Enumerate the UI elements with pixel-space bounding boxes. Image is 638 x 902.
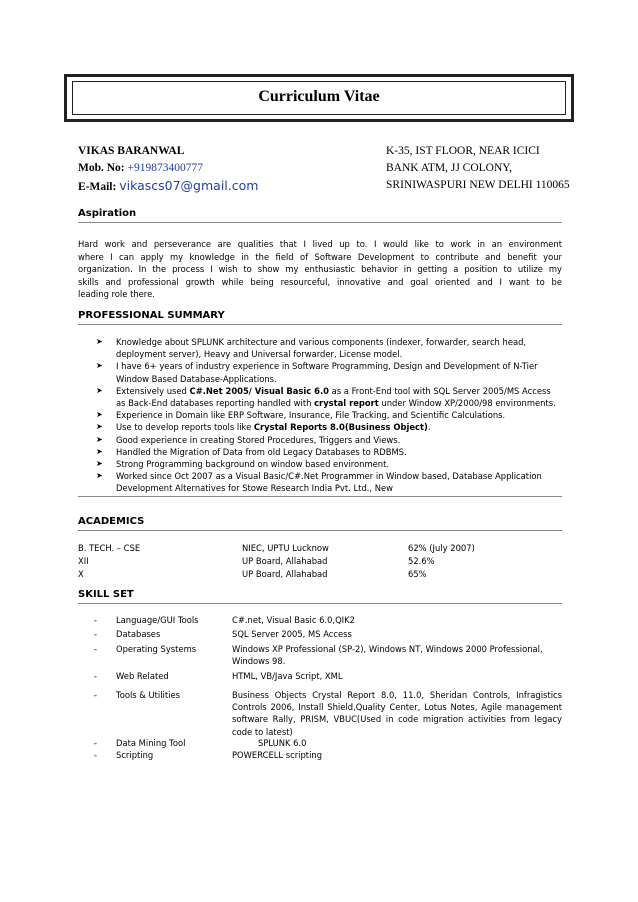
aspiration-line: leading role there. [78,289,155,300]
skill-dash: - [94,644,98,654]
table-row [78,568,562,581]
candidate-name: VIKAS BARANWAL [78,145,185,157]
institute-cell: UP Board, Allahabad [242,556,328,566]
skill-label: Tools & Utilities [116,690,181,700]
arrow-bullet-icon: ➤ [96,434,103,444]
skill-row [94,628,562,643]
aspiration-line: organization. In the process I wish to show my enthusiastic behavior in getting a position to utilize my [78,264,562,275]
mobile-value: +919873400777 [127,162,204,174]
skill-row [94,749,562,761]
skill-label: Scripting [116,750,154,760]
aspiration-line: where I can apply my knowledge in the field of Software Development to contribute and benefit your [78,251,562,262]
email-link[interactable]: vikascs07@gmail.com [119,178,259,193]
arrow-bullet-icon: ➤ [96,459,103,469]
list-item: ➤ I have 6+ years of industry experience in Software Programming, Design and Development of N-Tier Window Based Database-Applications. [96,361,538,384]
degree-cell: B. TECH. – CSE [78,543,141,553]
skill-row [94,737,562,749]
summary-heading: PROFESSIONAL SUMMARY [78,310,225,321]
skill-label: Language/GUI Tools [116,615,199,625]
mobile-label: Mob. No: [78,162,125,174]
skill-value: SQL Server 2005, MS Access [232,629,352,639]
arrow-bullet-icon: ➤ [96,471,103,481]
skill-value: POWERCELL scripting [232,750,323,760]
aspiration-line: Hard work and perseverance are qualities that I lived up to. I would like to work in an environment [78,239,562,249]
skill-row [94,643,562,670]
academics-table [78,542,562,581]
arrow-bullet-icon: ➤ [96,422,103,432]
skill-row [94,614,562,628]
section-divider [78,603,562,604]
arrow-bullet-icon: ➤ [96,385,103,395]
degree-cell: XII [78,556,89,566]
skill-label: Data Mining Tool [116,738,186,748]
section-divider [78,530,562,531]
skill-dash: - [94,750,98,760]
skill-dash: - [94,671,98,681]
skill-value: Business Objects Crystal Report 8.0, 11.0, Sheridan Controls, Infragistics Controls 2006, Install Shield,Quality Center, Lotus Notes, Agile management software Rally, PRISM, VBUC(Used in code migration activities from legacy code to latest) [232,690,562,737]
skill-dash: - [94,615,98,625]
title-box [64,74,574,122]
arrow-bullet-icon: ➤ [96,337,103,346]
skill-label: Web Related [116,671,169,681]
institute-cell: NIEC, UPTU Lucknow [242,543,329,553]
email-label: E-Mail: [78,181,117,193]
skills-heading: SKILL SET [78,589,134,600]
arrow-bullet-icon: ➤ [96,446,103,456]
list-item: ➤ Good experience in creating Stored Procedures, Triggers and Views. [96,434,401,445]
score-cell: 62% (July 2007) [408,543,475,553]
arrow-bullet-icon: ➤ [96,361,103,371]
score-cell: 65% [408,569,427,579]
skill-value: C#.net, Visual Basic 6.0,QIK2 [232,615,355,625]
skills-list [94,614,562,745]
list-item: ➤ Strong Programming background on window based environment. [96,459,390,470]
skill-dash: - [94,690,98,700]
score-cell: 52.6% [408,556,435,566]
academics-heading: ACADEMICS [78,516,145,527]
section-divider [78,324,562,325]
skill-dash: - [94,629,98,639]
section-divider [78,222,562,223]
address-line: K-35, IST FLOOR, NEAR ICICI [386,145,540,157]
list-item: ➤ Worked since Oct 2007 as a Visual Basic/C#.Net Programmer in Window based, Database Application Development Alternatives for Stowe Research India Pvt. Ltd., New [96,471,542,494]
skill-value: Windows XP Professional (SP-2), Windows NT, Windows 2000 Professional, Windows 98. [232,644,543,667]
skill-label: Databases [116,629,161,639]
skills-list-extra [94,737,562,761]
list-item: ➤ Knowledge about SPLUNK architecture and various components (indexer, forwarder, search head, deployment server), Heavy and Universal forwarder, License model. [96,337,527,360]
degree-cell: X [78,569,84,579]
section-divider [78,496,562,497]
skill-dash: - [94,738,98,748]
page-title: Curriculum Vitae [258,88,380,105]
list-item: ➤ Extensively used C#.Net 2005/ Visual Basic 6.0 as a Front-End tool with SQL Server 2005/MS Access as Back-End databases reporting handled with crystal report under Window XP/2000/98 environments. [96,385,556,409]
table-row [78,555,562,568]
summary-list [96,336,562,495]
aspiration-line: skills and professional growth while being resourceful, innovative and goal oriented and I want to be [78,276,562,287]
contact-left [78,143,378,196]
list-item: ➤ Handled the Migration of Data from old Legacy Databases to RDBMS. [96,446,407,457]
table-row [78,542,562,555]
skill-value: SPLUNK 6.0 [258,738,307,748]
list-item: ➤ Use to develop reports tools like Crystal Reports 8.0(Business Object). [96,422,431,433]
skill-row [94,670,562,689]
address-line: SRINIWASPURI NEW DELHI 110065 [386,179,570,191]
aspiration-heading: Aspiration [78,208,137,219]
skill-label: Operating Systems [116,644,197,654]
institute-cell: UP Board, Allahabad [242,569,328,579]
contact-address [386,143,586,194]
skill-value: HTML, VB/Java Script, XML [232,671,343,681]
list-item: ➤ Experience in Domain like ERP Software, Insurance, File Tracking, and Scientific Calculations. [96,410,506,421]
aspiration-paragraph [78,238,562,301]
address-line: BANK ATM, JJ COLONY, [386,162,512,174]
arrow-bullet-icon: ➤ [96,410,103,420]
